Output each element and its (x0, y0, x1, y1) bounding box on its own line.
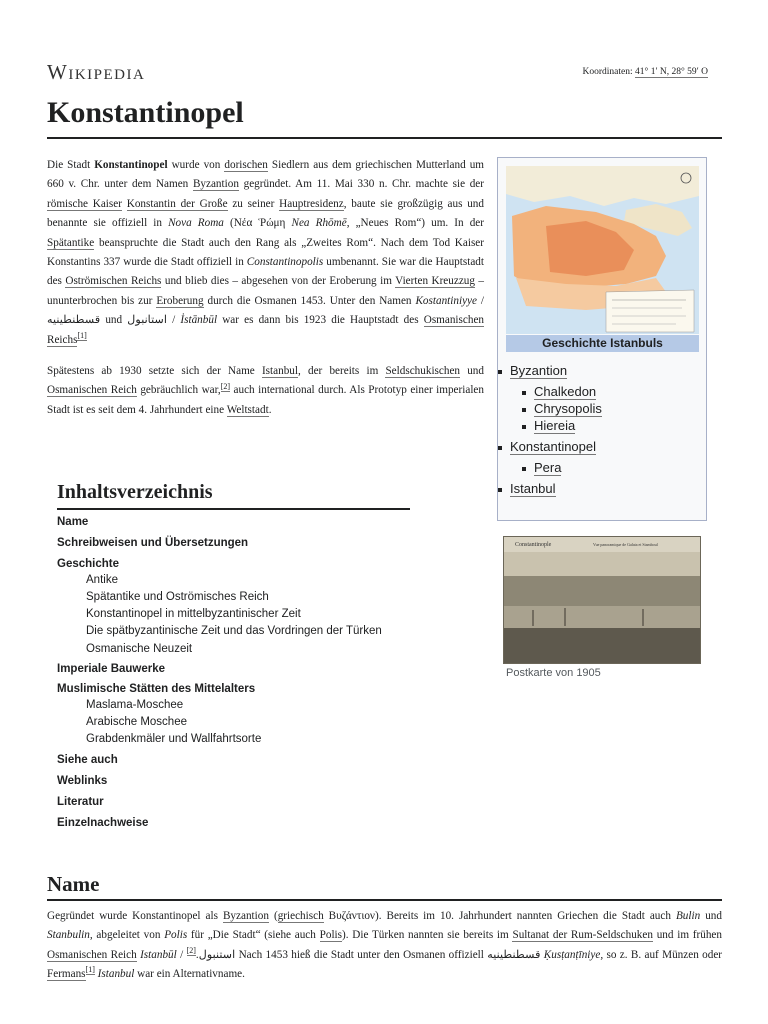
text-run: auch international durch. Als Prototyp einer imperialen Stadt ist es seit dem 4. Jahrhundert eine (47, 384, 484, 416)
inline-link[interactable]: Spätantike (47, 236, 95, 249)
footnote-ref[interactable]: [2] (186, 946, 196, 956)
infobox-item-pera[interactable]: Pera (534, 460, 562, 475)
toc-entry[interactable]: Die spätbyzantinische Zeit und das Vordringen der Türken (86, 625, 382, 637)
text-run: abgeleitet von (92, 929, 165, 942)
toc-entry[interactable]: Antike (86, 574, 118, 586)
inline-link[interactable]: Osmanischen Reichs (47, 314, 485, 346)
infobox-header: Geschichte Istanbuls (506, 335, 699, 352)
section-heading-name: Name (47, 872, 100, 896)
footnote-ref[interactable]: [1] (85, 965, 95, 975)
text-run: / قسطنطينيه und استانبول / (47, 294, 485, 327)
italic-text: Stanbulin, (47, 929, 93, 942)
inline-link[interactable]: Konstantin der Große (126, 197, 228, 210)
postcard-title-right: Vue panoramique de Galata et Stamboul (593, 542, 658, 547)
italic-text: Istanbul (97, 968, 135, 981)
text-run: beanspruchte die Stadt auch den Rang als „Zweites Rom“. Nach dem Tod Kaiser Konstantins 337 wurde die Stadt offiziell in (47, 236, 484, 269)
text-run: . (268, 403, 272, 416)
footnote-ref[interactable]: [2] (220, 381, 231, 391)
lead-section (47, 156, 484, 432)
infobox (497, 157, 707, 521)
inline-link[interactable]: Vierten Kreuzzug (395, 275, 475, 288)
postcard-image (503, 536, 701, 664)
section-divider (47, 899, 722, 901)
text-run: ( (268, 910, 278, 922)
text-run: umbenannt. Sie war die Hauptstadt des (47, 256, 484, 288)
inline-link[interactable]: dorischen (224, 159, 268, 171)
inline-link[interactable]: Osmanischen Reich (47, 384, 137, 397)
wikipedia-logo[interactable]: Wikipedia (47, 60, 146, 84)
inline-link[interactable]: Eroberung (156, 294, 204, 307)
inline-link[interactable]: Istanbul (261, 365, 298, 378)
postcard-photo[interactable] (503, 536, 701, 664)
toc-entry[interactable]: Konstantinopel in mittelbyzantinischer Zeit (86, 608, 301, 620)
toc-entry[interactable]: Name (57, 516, 89, 528)
inline-link[interactable]: Weltstadt (226, 403, 269, 416)
text-run: – ununterbrochen bis zur (47, 275, 485, 307)
infobox-item-hiereia[interactable]: Hiereia (534, 418, 576, 433)
text-run: war ein Alternativname. (134, 968, 245, 981)
toc-entry[interactable]: Grabdenkmäler und Wallfahrtsorte (86, 733, 262, 745)
history-map[interactable] (506, 166, 699, 334)
toc-entry[interactable]: Weblinks (57, 775, 108, 787)
text-run: und blieb dies – abgesehen von der Eroberung im (161, 275, 396, 288)
inline-link[interactable]: griechisch (277, 910, 324, 922)
inline-link[interactable]: römische Kaiser (47, 197, 122, 210)
text-run: war es dann bis 1923 die Hauptstadt des (217, 314, 424, 327)
toc-entry[interactable]: Arabische Moschee (86, 716, 187, 728)
text-run: Siedlern aus dem griechischen Mutterland um 660 v. Chr. unter dem Namen (47, 159, 484, 191)
toc-entry[interactable]: Osmanische Neuzeit (86, 643, 193, 655)
lead-paragraph-1 (47, 156, 484, 350)
text-run: , der bereits im (298, 365, 386, 378)
text-run: und (460, 365, 484, 378)
toc-title: Inhaltsverzeichnis (57, 481, 213, 503)
toc-entry[interactable]: Muslimische Stätten des Mittelalters (57, 683, 256, 695)
text-run: und (700, 910, 722, 922)
inline-link[interactable]: Hauptresidenz (279, 197, 344, 210)
text-run: (Νέα Ῥώμη (223, 217, 292, 230)
toc-entry[interactable]: Einzelnachweise (57, 817, 149, 829)
inline-link[interactable]: Polis (319, 929, 343, 942)
page-title: Konstantinopel (47, 96, 244, 129)
text-run: , baute sie großzügig aus und benannte sie offiziell in (47, 197, 484, 230)
lead-paragraph-2 (47, 362, 484, 420)
text-run: Die Stadt (47, 159, 95, 171)
map-image (506, 166, 699, 334)
toc-entry[interactable]: Maslama-Moschee (86, 699, 184, 711)
toc-divider (57, 508, 410, 510)
coordinates (583, 67, 709, 77)
text-run: gegründet. Am 11. Mai 330 n. Chr. machte sie der (238, 178, 484, 191)
infobox-item-konstantinopel[interactable]: Konstantinopel (510, 439, 597, 454)
italic-text: Bulin (675, 910, 701, 922)
toc-entry[interactable]: Siehe auch (57, 754, 118, 766)
text-run: Nach 1453 hieß die Stadt unter den Osmanen offiziell قسطنطينيه (235, 948, 544, 961)
italic-text: Ḳusṭanṭīniye, (543, 948, 604, 961)
text-run: Spätestens ab 1930 setzte sich der Name (47, 365, 262, 378)
text-run: Gegründet wurde Konstantinopel als (47, 910, 223, 922)
toc-entry[interactable]: Geschichte (57, 558, 119, 570)
text-run: / استنبول. (176, 948, 236, 961)
inline-link[interactable]: Seldschukischen (385, 365, 461, 378)
italic-text: Kostantiniyye (415, 294, 477, 307)
infobox-item-chrysopolis[interactable]: Chrysopolis (534, 401, 602, 416)
coordinates-link[interactable]: 41° 1′ N, 28° 59′ O (635, 67, 708, 77)
photo-caption: Postkarte von 1905 (506, 667, 601, 679)
italic-text: İstānbūl (180, 314, 218, 327)
inline-link[interactable]: Byzantion (192, 178, 239, 191)
inline-link[interactable]: Sultanat der Rum-Seldschuken (512, 929, 653, 942)
inline-link[interactable]: Oströmischen Reichs (65, 275, 162, 288)
section-name-paragraph (47, 907, 722, 985)
toc-entry[interactable]: Schreibweisen und Übersetzungen (57, 537, 249, 549)
italic-text: Istanbūl (140, 948, 177, 961)
postcard-title-left: Constantinople (515, 542, 552, 548)
text-run: und im frühen (652, 929, 722, 942)
text-run: ). Die Türken nannten sie bereits im (342, 929, 513, 942)
inline-link[interactable]: Byzantion (222, 910, 269, 922)
text-run: durch die Osmanen 1453. Unter den Namen (203, 294, 416, 307)
infobox-item-chalkedon[interactable]: Chalkedon (534, 384, 597, 399)
bold-term: Konstantinopel (94, 159, 168, 171)
italic-text: Constantinopolis (246, 256, 324, 269)
coordinates-label: Koordinaten: (582, 67, 633, 77)
text-run: für „Die Stadt“ (siehe auch (187, 929, 320, 942)
infobox-item-byzantion[interactable]: Byzantion (510, 363, 568, 378)
italic-text: Nea Rhōmē (291, 217, 347, 230)
text-run: Βυζάντιον). Bereits im 10. Jahrhundert nannten Griechen die Stadt auch (323, 910, 676, 922)
infobox-item-istanbul[interactable]: Istanbul (510, 481, 556, 496)
text-run: , „Neues Rom“) um. In der (346, 217, 484, 230)
italic-text: Nova Roma (168, 217, 224, 230)
toc-entry[interactable]: Spätantike und Oströmisches Reich (86, 591, 269, 603)
italic-text: Polis (164, 929, 188, 942)
footnote-ref[interactable]: [1] (77, 330, 87, 340)
title-divider (47, 137, 722, 139)
inline-link[interactable]: Fermans (47, 968, 86, 981)
toc-entry[interactable]: Literatur (57, 796, 104, 808)
text-run: wurde von (167, 159, 225, 171)
text-run: zu seiner (227, 197, 280, 210)
text-run: gebräuchlich war, (136, 384, 221, 397)
toc-entry[interactable]: Imperiale Bauwerke (57, 663, 166, 675)
text-run: so z. B. auf Münzen oder (603, 948, 723, 961)
inline-link[interactable]: Osmanischen Reich (47, 948, 137, 961)
